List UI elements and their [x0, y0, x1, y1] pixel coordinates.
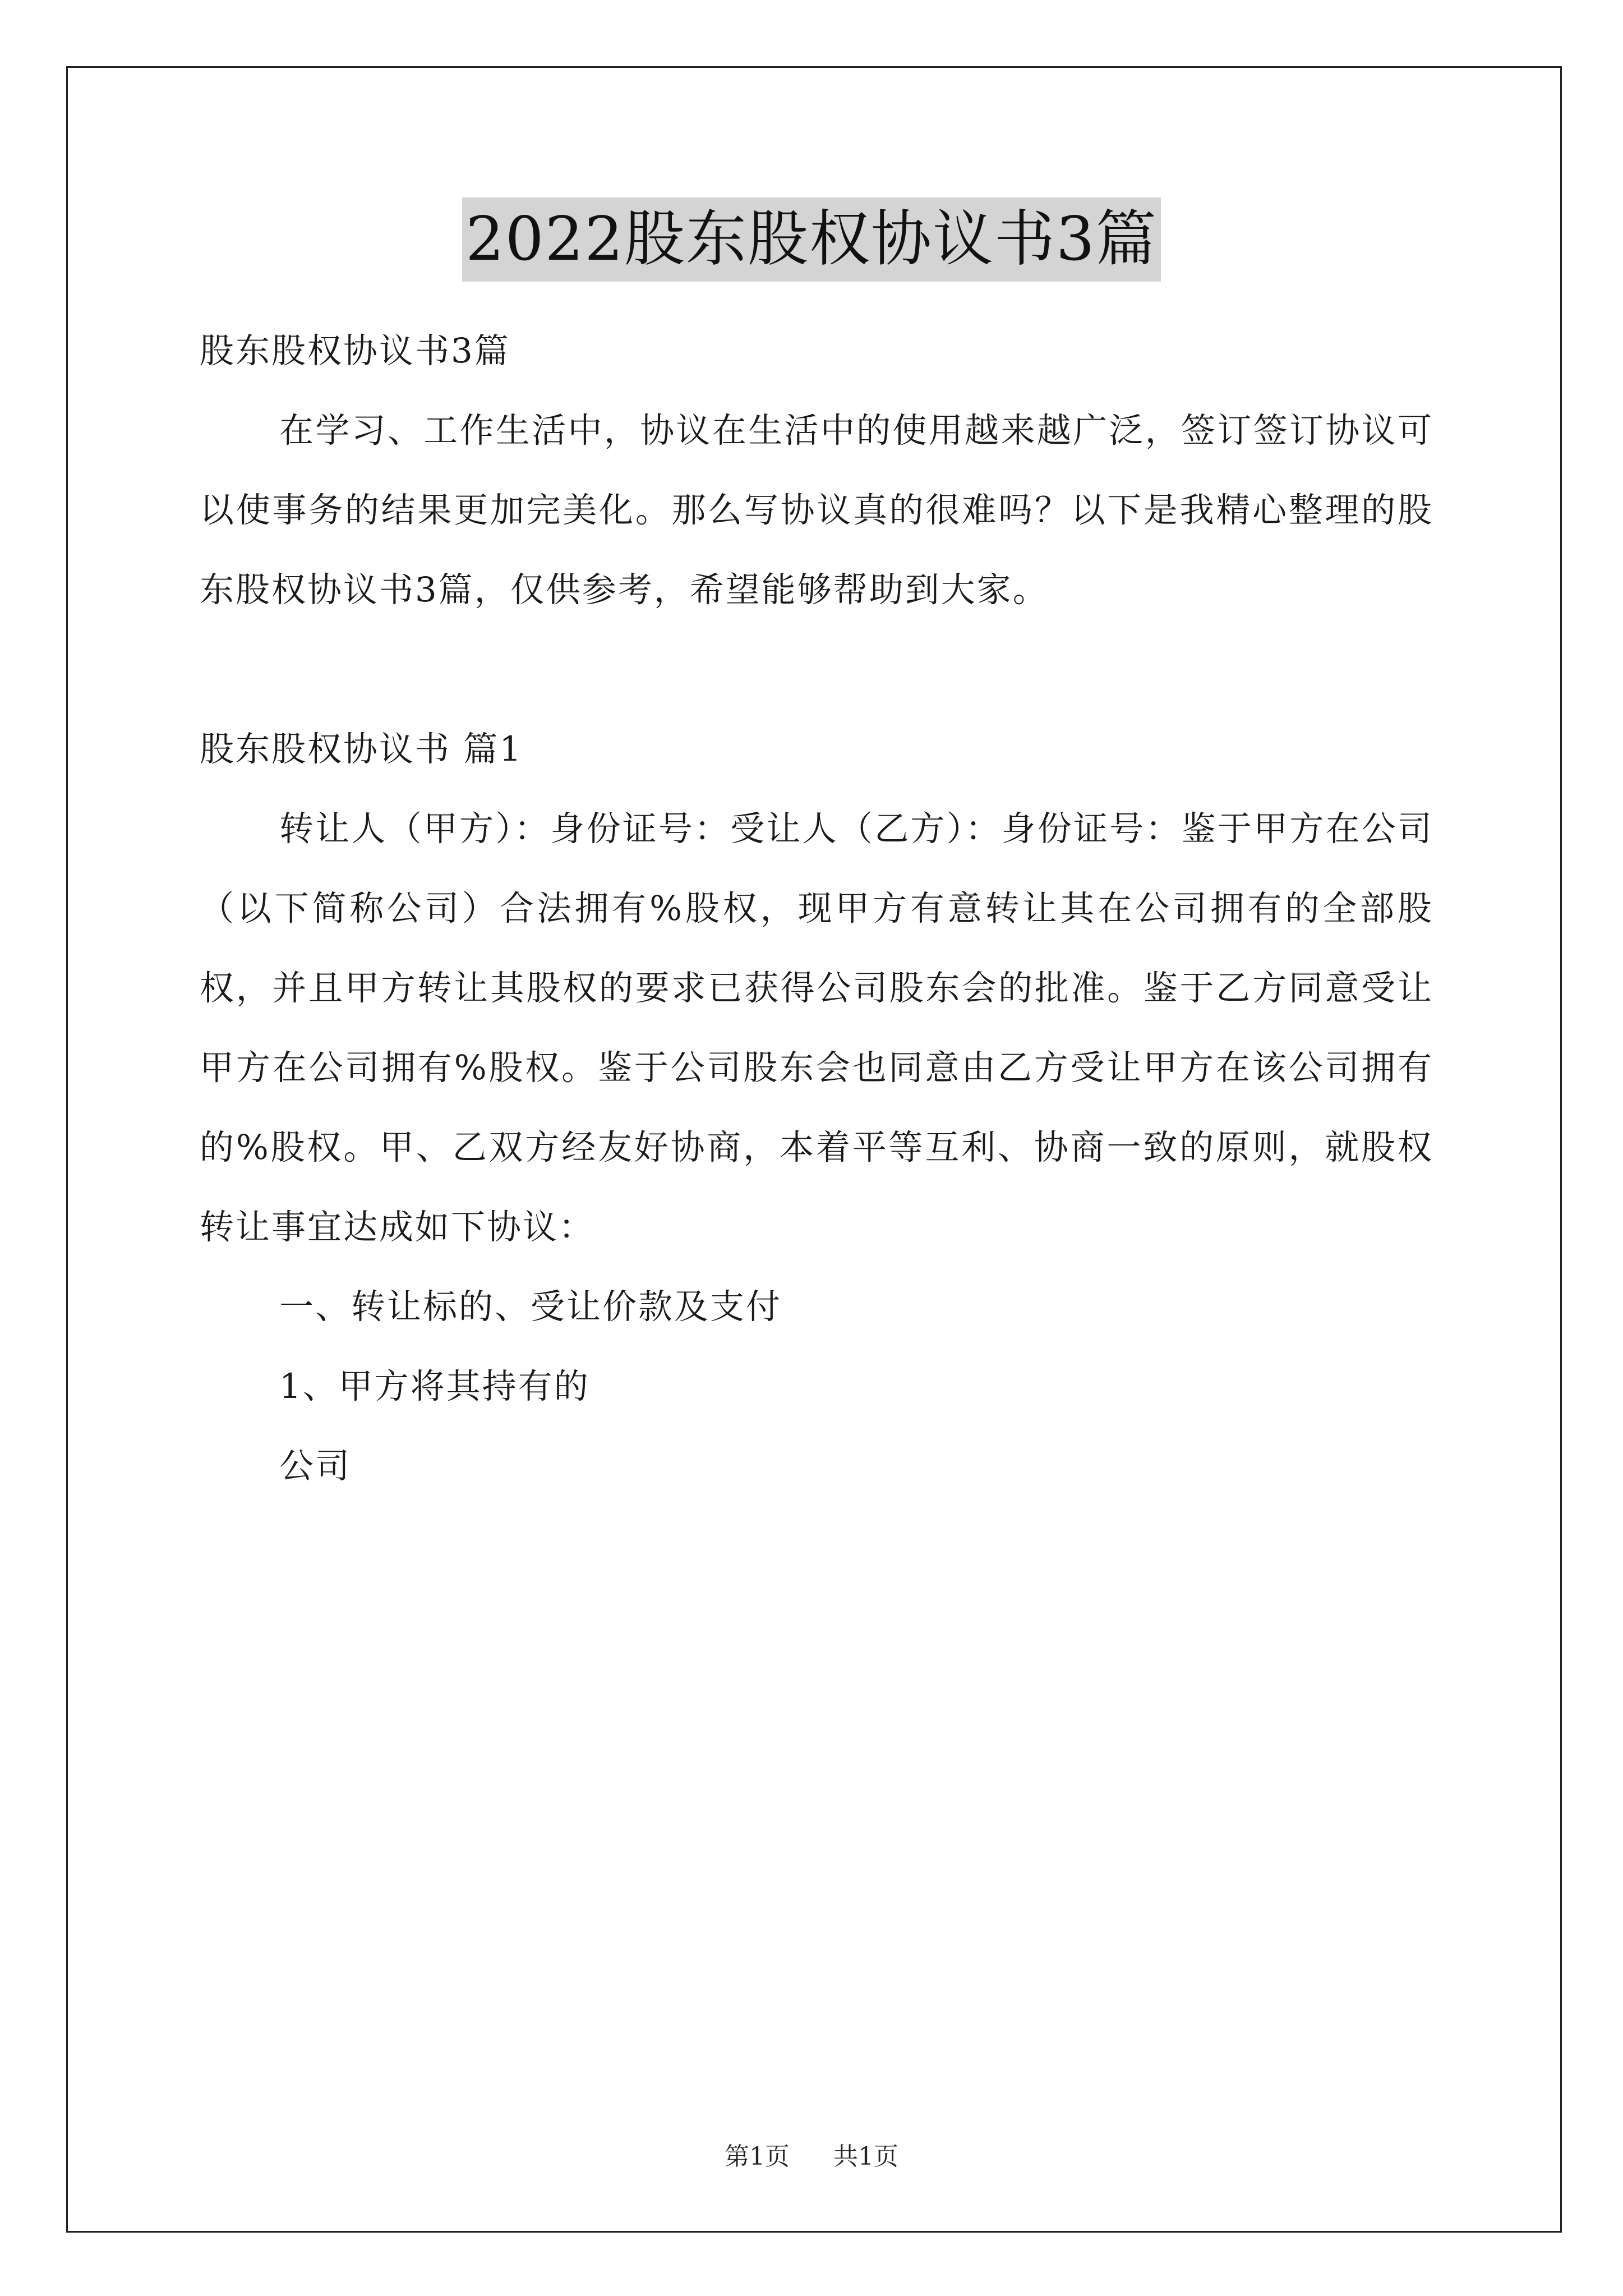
intro-paragraph: 在学习、工作生活中，协议在生活中的使用越来越广泛，签订签订协议可以使事务的结果更加完美化。那么写协议真的很难吗？以下是我精心整理的股东股权协议书3篇，仅供参考，希望能够帮助到大家。	[200, 411, 1433, 610]
page-number: 第1页	[725, 2142, 790, 2171]
title-container	[0, 197, 1623, 282]
body-paragraph: 一、转让标的、受让价款及支付	[279, 1287, 782, 1327]
page-total: 共1页	[833, 2142, 898, 2171]
section-heading: 股东股权协议书3篇	[200, 331, 510, 371]
document-title: 2022股东股权协议书3篇	[462, 197, 1161, 282]
document-body	[200, 311, 1433, 1506]
body-paragraph: 转让人（甲方）：身份证号：受让人（乙方）：身份证号：鉴于甲方在公司（以下简称公司）合法拥有%股权，现甲方有意转让其在公司拥有的全部股权，并且甲方转让其股权的要求已获得公司股东会的批准。鉴于乙方同意受让甲方在公司拥有%股权。鉴于公司股东会也同意由乙方受让甲方在该公司拥有的%股权。甲、乙双方经友好协商，本着平等互利、协商一致的原则，就股权转让事宜达成如下协议：	[200, 809, 1433, 1247]
page-footer	[0, 2140, 1623, 2174]
body-paragraph: 1、甲方将其持有的	[279, 1366, 590, 1406]
paragraph-gap	[200, 630, 1433, 710]
body-paragraph: 公司	[279, 1446, 352, 1486]
section-heading: 股东股权协议书 篇1	[200, 729, 523, 769]
